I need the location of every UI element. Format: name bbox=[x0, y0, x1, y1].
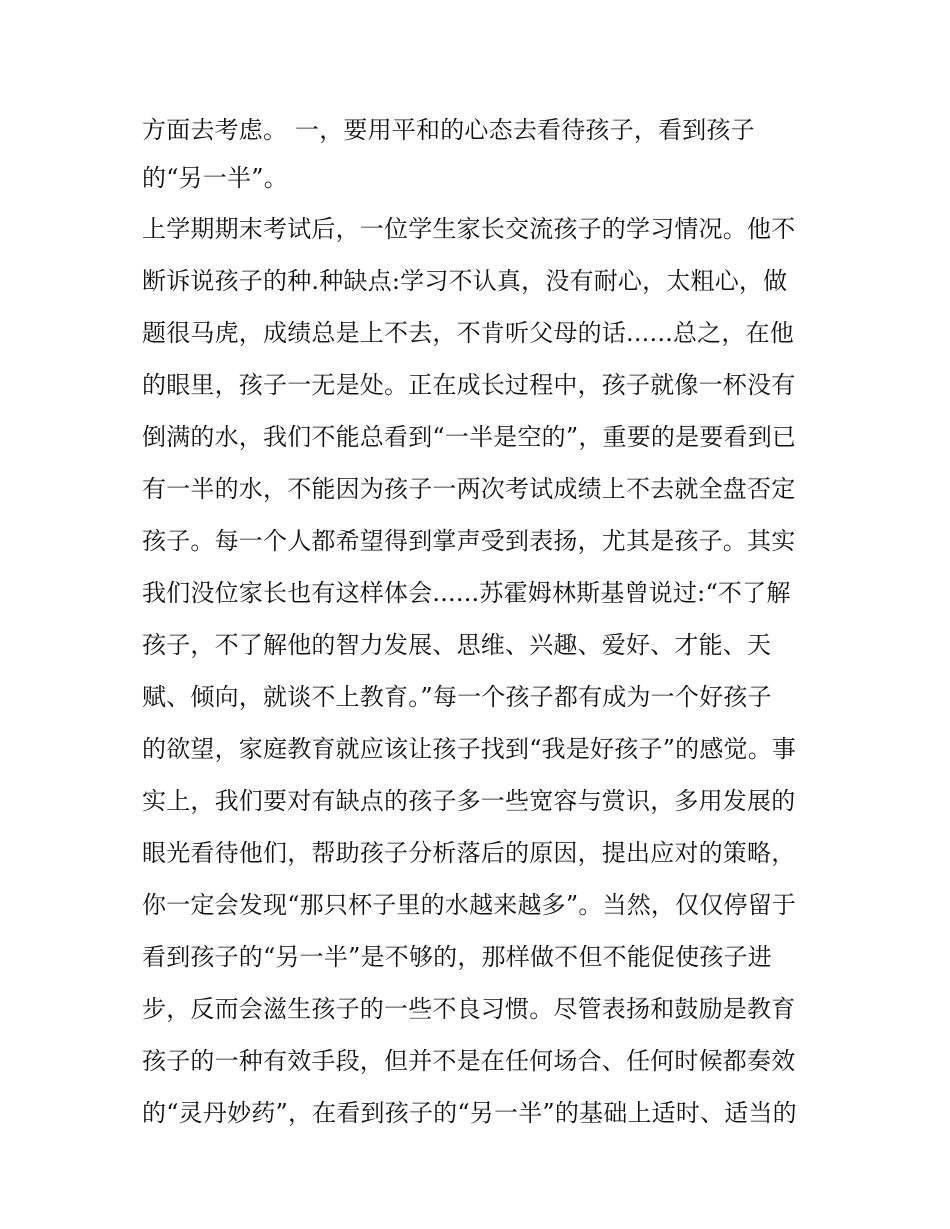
text-line: 倒满的水，我们不能总看到“一半是空的”，重要的是要看到已 bbox=[142, 423, 797, 451]
text-line: 赋、倾向，就谈不上教育。”每一个孩子都有成为一个好孩子 bbox=[142, 683, 772, 711]
text-line: 断诉说孩子的种.种缺点:学习不认真，没有耐心，太粗心，做 bbox=[142, 267, 788, 295]
text-line: 的“另一半”。 bbox=[142, 164, 288, 192]
text-line: 眼光看待他们，帮助孩子分析落后的原因，提出应对的策略， bbox=[142, 839, 796, 867]
text-line: 孩子，不了解他的智力发展、思维、兴趣、爱好、才能、天 bbox=[142, 631, 772, 659]
text-line: 实上，我们要对有缺点的孩子多一些宽容与赏识，多用发展的 bbox=[142, 787, 796, 815]
text-line: 孩子的一种有效手段，但并不是在任何场合、任何时候都奏效 bbox=[142, 1047, 796, 1075]
text-line: 的眼里，孩子一无是处。正在成长过程中，孩子就像一杯没有 bbox=[142, 371, 796, 399]
text-line: 有一半的水，不能因为孩子一两次考试成绩上不去就全盘否定 bbox=[142, 475, 796, 503]
text-line: 步，反而会滋生孩子的一些不良习惯。尽管表扬和鼓励是教育 bbox=[142, 995, 796, 1023]
text-line: 孩子。每一个人都希望得到掌声受到表扬，尤其是孩子。其实 bbox=[142, 527, 796, 555]
text-line: 看到孩子的“另一半”是不够的，那样做不但不能促使孩子进 bbox=[142, 943, 772, 971]
text-line: 方面去考虑。 一，要用平和的心态去看待孩子，看到孩子 bbox=[142, 116, 755, 144]
text-line: 的欲望，家庭教育就应该让孩子找到“我是好孩子”的感觉。事 bbox=[142, 735, 797, 763]
text-line: 你一定会发现“那只杯子里的水越来越多”。当然，仅仅停留于 bbox=[142, 891, 797, 919]
text-line: 的“灵丹妙药”，在看到孩子的“另一半”的基础上适时、适当的 bbox=[142, 1099, 797, 1127]
text-line: 上学期期末考试后，一位学生家长交流孩子的学习情况。他不 bbox=[142, 215, 796, 243]
text-line: 题很马虎，成绩总是上不去，不肯听父母的话......总之，在他 bbox=[142, 319, 794, 347]
text-line: 我们没位家长也有这样体会......苏霍姆林斯基曾说过:“不了解 bbox=[142, 579, 791, 607]
